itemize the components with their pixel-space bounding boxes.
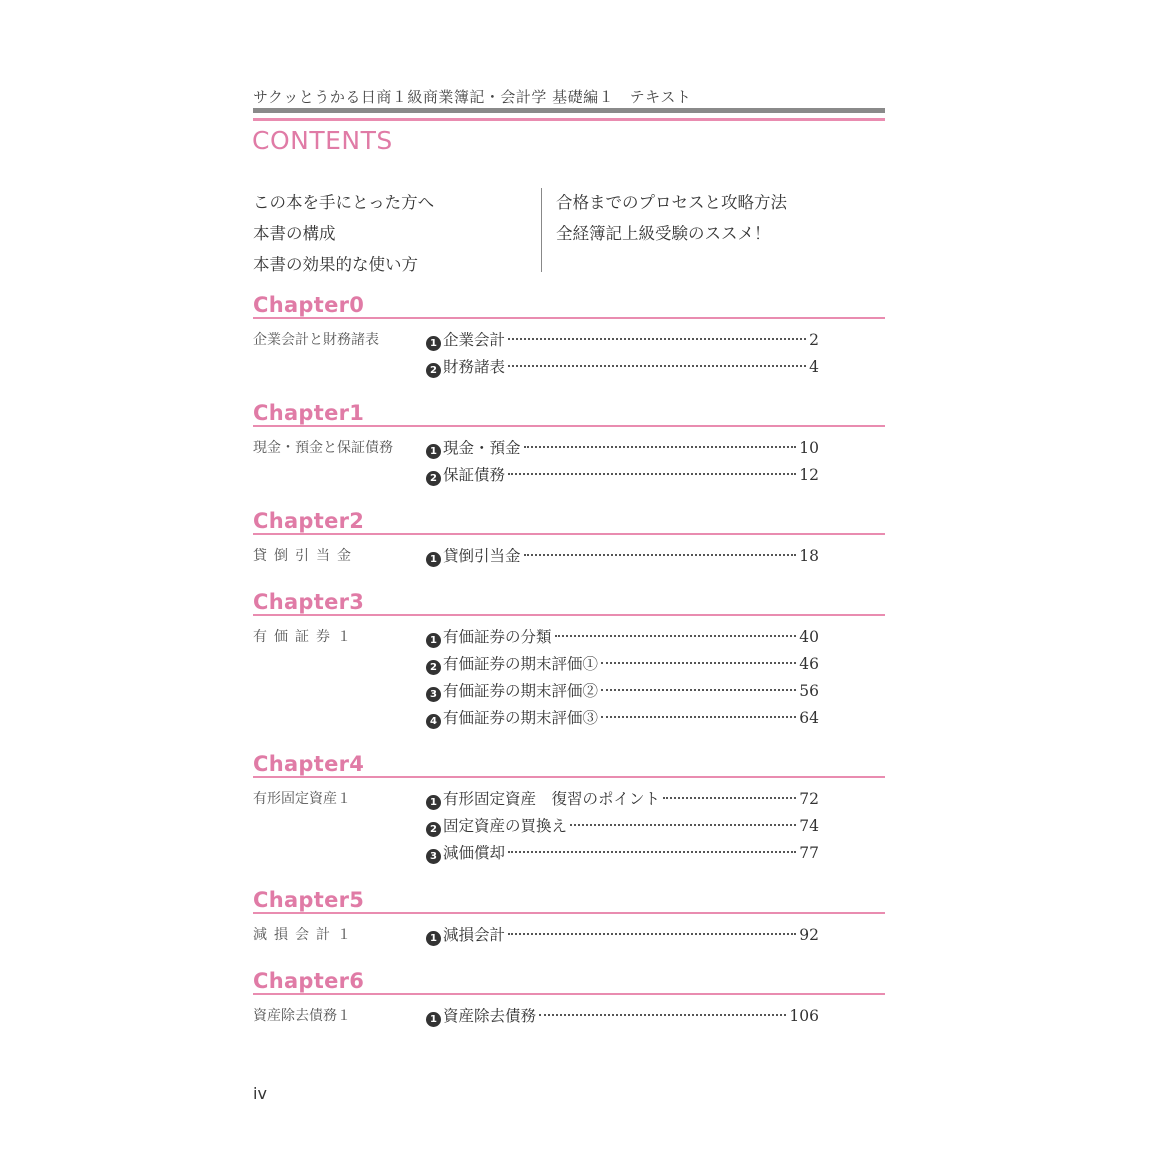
chapter-rule (253, 912, 885, 914)
page-number: iv (253, 1084, 267, 1103)
toc-entry[interactable] (426, 840, 819, 867)
chapter-subtitle: 現金・預金と保証債務 (253, 440, 393, 456)
toc-list (426, 543, 819, 570)
intro-item[interactable]: 本書の効果的な使い方 (253, 255, 418, 274)
toc-entry[interactable] (426, 624, 819, 651)
dot-leader (508, 473, 796, 475)
chapter-rule (253, 614, 885, 616)
toc-list (426, 786, 819, 867)
dot-leader (508, 851, 796, 853)
number-badge-icon: 1 (426, 444, 441, 459)
toc-list (426, 327, 819, 381)
dot-leader (601, 689, 796, 691)
toc-page-number: 2 (809, 331, 819, 349)
number-badge-icon: 3 (426, 849, 441, 864)
number-badge-icon: 3 (426, 687, 441, 702)
toc-entry-title: 減価償却 (443, 844, 506, 862)
toc-entry-title: 貸倒引当金 (443, 547, 521, 565)
dot-leader (508, 365, 806, 367)
intro-divider (541, 188, 542, 272)
chapter-5 (253, 888, 885, 944)
number-badge-icon: 2 (426, 822, 441, 837)
chapter-label: Chapter6 (253, 969, 365, 993)
chapter-label: Chapter3 (253, 590, 365, 614)
number-badge-icon: 4 (426, 714, 441, 729)
toc-page-number: 4 (809, 358, 819, 376)
toc-page-number: 92 (799, 926, 819, 944)
dot-leader (555, 635, 797, 637)
chapter-label: Chapter5 (253, 888, 365, 912)
number-badge-icon: 1 (426, 633, 441, 648)
chapter-label: Chapter4 (253, 752, 365, 776)
toc-entry-title: 有価証券の期末評価② (443, 682, 599, 700)
toc-page-number: 56 (799, 682, 819, 700)
dot-leader (663, 797, 796, 799)
toc-entry[interactable] (426, 354, 819, 381)
toc-entry[interactable] (426, 543, 819, 570)
toc-page-number: 40 (799, 628, 819, 646)
number-badge-icon: 1 (426, 931, 441, 946)
number-badge-icon: 2 (426, 660, 441, 675)
chapter-subtitle: 有形固定資産１ (253, 791, 351, 807)
chapter-label: Chapter0 (253, 293, 365, 317)
number-badge-icon: 1 (426, 1012, 441, 1027)
chapter-subtitle: 有価証券１ (253, 629, 358, 645)
dot-leader (524, 554, 797, 556)
dot-leader (601, 716, 796, 718)
header-pink-rule (253, 118, 885, 121)
number-badge-icon: 2 (426, 471, 441, 486)
toc-page-number: 64 (799, 709, 819, 727)
toc-entry[interactable] (426, 786, 819, 813)
toc-entry-title: 企業会計 (443, 331, 506, 349)
toc-entry-title: 財務諸表 (443, 358, 506, 376)
intro-left-list (253, 187, 538, 280)
toc-entry-title: 有価証券の期末評価③ (443, 709, 599, 727)
chapter-subtitle: 企業会計と財務諸表 (253, 332, 379, 348)
intro-right-list (556, 187, 856, 249)
intro-item[interactable]: 全経簿記上級受験のススメ！ (556, 224, 771, 243)
dot-leader (524, 446, 797, 448)
toc-page-number: 10 (799, 439, 819, 457)
toc-page-number: 46 (799, 655, 819, 673)
dot-leader (539, 1014, 786, 1016)
toc-entry[interactable] (426, 651, 819, 678)
dot-leader (601, 662, 796, 664)
toc-list (426, 624, 819, 732)
contents-heading: CONTENTS (252, 126, 393, 155)
chapter-3 (253, 590, 885, 727)
number-badge-icon: 1 (426, 336, 441, 351)
toc-entry-title: 有形固定資産 復習のポイント (443, 790, 661, 808)
toc-page-number: 12 (799, 466, 819, 484)
toc-list (426, 1003, 819, 1030)
chapter-0 (253, 293, 885, 376)
header-gray-rule (253, 108, 885, 113)
intro-item[interactable]: 本書の構成 (253, 224, 336, 243)
chapter-subtitle: 貸倒引当金 (253, 548, 358, 564)
toc-page-number: 77 (799, 844, 819, 862)
chapter-2 (253, 509, 885, 565)
toc-page-number: 18 (799, 547, 819, 565)
toc-entry-title: 現金・預金 (443, 439, 521, 457)
number-badge-icon: 1 (426, 552, 441, 567)
chapter-1 (253, 401, 885, 484)
intro-item[interactable]: 合格までのプロセスと攻略方法 (556, 193, 787, 212)
number-badge-icon: 1 (426, 795, 441, 810)
toc-page-number: 106 (789, 1007, 819, 1025)
toc-entry-title: 有価証券の期末評価① (443, 655, 599, 673)
dot-leader (508, 933, 796, 935)
toc-entry-title: 保証債務 (443, 466, 506, 484)
toc-entry-title: 固定資産の買換え (443, 817, 568, 835)
running-header: サクッとうかる日商１級商業簿記・会計学 基礎編１ テキスト (253, 88, 692, 106)
dot-leader (570, 824, 796, 826)
dot-leader (508, 338, 806, 340)
toc-list (426, 435, 819, 489)
toc-entry-title: 有価証券の分類 (443, 628, 552, 646)
toc-entry[interactable] (426, 462, 819, 489)
chapter-rule (253, 425, 885, 427)
toc-entry[interactable] (426, 435, 819, 462)
chapter-rule (253, 317, 885, 319)
chapter-rule (253, 533, 885, 535)
chapter-rule (253, 993, 885, 995)
toc-entry[interactable] (426, 678, 819, 705)
chapter-subtitle: 減損会計１ (253, 927, 358, 943)
chapter-4 (253, 752, 885, 862)
number-badge-icon: 2 (426, 363, 441, 378)
toc-entry[interactable] (426, 813, 819, 840)
toc-entry[interactable] (426, 327, 819, 354)
toc-page-number: 74 (799, 817, 819, 835)
toc-page-number: 72 (799, 790, 819, 808)
toc-entry-title: 減損会計 (443, 926, 506, 944)
chapter-rule (253, 776, 885, 778)
toc-entry[interactable] (426, 705, 819, 732)
chapter-label: Chapter1 (253, 401, 365, 425)
toc-entry[interactable] (426, 922, 819, 949)
toc-entry-title: 資産除去債務 (443, 1007, 537, 1025)
intro-item[interactable]: この本を手にとった方へ (253, 193, 435, 212)
chapter-6 (253, 969, 885, 1025)
toc-entry[interactable] (426, 1003, 819, 1030)
chapter-subtitle: 資産除去債務１ (253, 1008, 351, 1024)
chapter-label: Chapter2 (253, 509, 365, 533)
toc-list (426, 922, 819, 949)
